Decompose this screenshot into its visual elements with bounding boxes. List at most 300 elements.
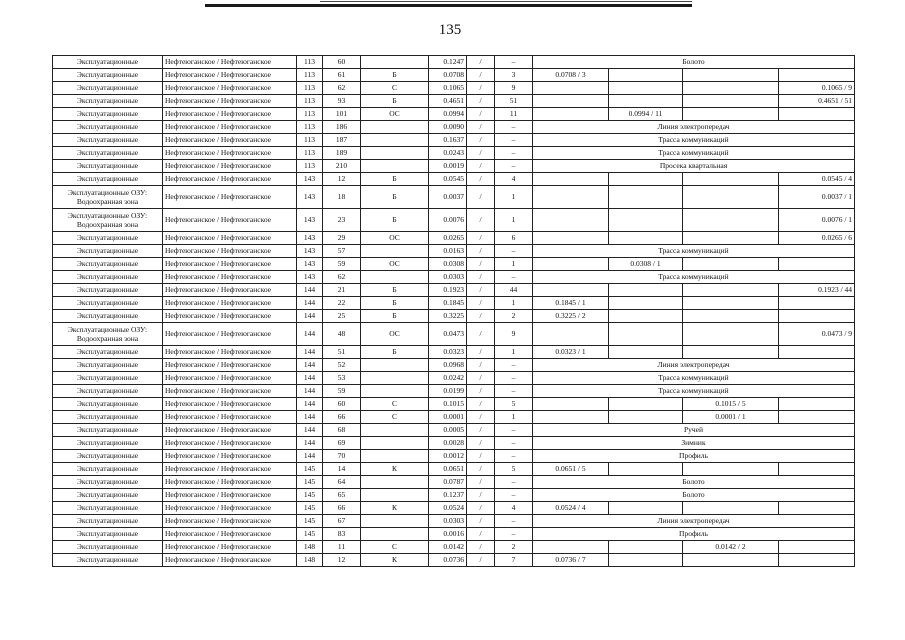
allotment-cell: 62 [323, 82, 361, 95]
table-row [53, 398, 855, 411]
distribution-cell-2 [609, 69, 683, 82]
count-cell: – [495, 437, 533, 450]
area-cell: 0.0708 [429, 69, 467, 82]
class-cell: К [361, 463, 429, 476]
distribution-cell-2 [609, 284, 683, 297]
slash-cell: / [467, 271, 495, 284]
distribution-cell-2 [609, 82, 683, 95]
table-row [53, 359, 855, 372]
area-cell: 0.0303 [429, 271, 467, 284]
land-type-cell: Зимник [533, 437, 855, 450]
distribution-cell-3 [683, 209, 779, 232]
category-cell: Эксплуатационные [53, 258, 163, 271]
distribution-cell-4 [779, 398, 855, 411]
class-cell [361, 147, 429, 160]
count-cell: 2 [495, 310, 533, 323]
quarter-cell: 145 [297, 463, 323, 476]
count-cell: – [495, 385, 533, 398]
slash-cell: / [467, 359, 495, 372]
category-cell: Эксплуатационные [53, 554, 163, 567]
distribution-cell-3 [683, 258, 779, 271]
top-rule-thin [320, 1, 692, 2]
forestry-cell: Нефтеюганское / Нефтеюганское [163, 56, 297, 69]
forestry-cell: Нефтеюганское / Нефтеюганское [163, 489, 297, 502]
distribution-cell-2 [609, 310, 683, 323]
forestry-cell: Нефтеюганское / Нефтеюганское [163, 245, 297, 258]
class-cell [361, 528, 429, 541]
slash-cell: / [467, 134, 495, 147]
land-type-cell: Линия электропередач [533, 515, 855, 528]
category-cell: Эксплуатационные [53, 385, 163, 398]
category-cell: Эксплуатационные [53, 489, 163, 502]
forestry-cell: Нефтеюганское / Нефтеюганское [163, 502, 297, 515]
slash-cell: / [467, 437, 495, 450]
slash-cell: / [467, 56, 495, 69]
distribution-cell-3 [683, 186, 779, 209]
distribution-cell-4 [779, 69, 855, 82]
distribution-cell-1: 0.0323 / 1 [533, 346, 609, 359]
table-row [53, 209, 855, 232]
slash-cell: / [467, 160, 495, 173]
forestry-cell: Нефтеюганское / Нефтеюганское [163, 69, 297, 82]
land-type-cell: Профиль [533, 450, 855, 463]
category-cell: Эксплуатационные [53, 411, 163, 424]
class-cell: Б [361, 69, 429, 82]
distribution-cell-1: 0.0651 / 5 [533, 463, 609, 476]
quarter-cell: 144 [297, 398, 323, 411]
allotment-cell: 69 [323, 437, 361, 450]
distribution-cell-2 [609, 232, 683, 245]
forestry-cell: Нефтеюганское / Нефтеюганское [163, 411, 297, 424]
count-cell: – [495, 134, 533, 147]
distribution-cell-3 [683, 346, 779, 359]
category-cell: Эксплуатационные ОЗУ: Водоохранная зона [53, 209, 163, 232]
area-cell: 0.0545 [429, 173, 467, 186]
count-cell: – [495, 424, 533, 437]
quarter-cell: 143 [297, 258, 323, 271]
forestry-cell: Нефтеюганское / Нефтеюганское [163, 463, 297, 476]
class-cell: Б [361, 346, 429, 359]
area-cell: 0.1237 [429, 489, 467, 502]
count-cell: 7 [495, 554, 533, 567]
forestry-cell: Нефтеюганское / Нефтеюганское [163, 310, 297, 323]
slash-cell: / [467, 424, 495, 437]
area-cell: 0.0090 [429, 121, 467, 134]
distribution-cell-1 [533, 323, 609, 346]
slash-cell: / [467, 489, 495, 502]
slash-cell: / [467, 398, 495, 411]
table-row [53, 489, 855, 502]
forestry-cell: Нефтеюганское / Нефтеюганское [163, 323, 297, 346]
table-row [53, 147, 855, 160]
count-cell: – [495, 372, 533, 385]
distribution-cell-1 [533, 186, 609, 209]
slash-cell: / [467, 245, 495, 258]
distribution-cell-3 [683, 323, 779, 346]
allotment-cell: 62 [323, 271, 361, 284]
quarter-cell: 113 [297, 56, 323, 69]
category-cell: Эксплуатационные [53, 372, 163, 385]
class-cell [361, 450, 429, 463]
distribution-cell-1 [533, 95, 609, 108]
quarter-cell: 144 [297, 284, 323, 297]
allotment-cell: 187 [323, 134, 361, 147]
table-row [53, 95, 855, 108]
quarter-cell: 113 [297, 95, 323, 108]
slash-cell: / [467, 186, 495, 209]
area-cell: 0.1845 [429, 297, 467, 310]
forestry-cell: Нефтеюганское / Нефтеюганское [163, 398, 297, 411]
allotment-cell: 64 [323, 476, 361, 489]
forestry-cell: Нефтеюганское / Нефтеюганское [163, 271, 297, 284]
class-cell [361, 437, 429, 450]
category-cell: Эксплуатационные [53, 121, 163, 134]
allotment-cell: 68 [323, 424, 361, 437]
category-cell: Эксплуатационные [53, 463, 163, 476]
distribution-cell-1: 0.3225 / 2 [533, 310, 609, 323]
category-cell: Эксплуатационные [53, 476, 163, 489]
quarter-cell: 144 [297, 346, 323, 359]
area-cell: 0.0265 [429, 232, 467, 245]
count-cell: – [495, 359, 533, 372]
count-cell: 1 [495, 346, 533, 359]
count-cell: 9 [495, 323, 533, 346]
distribution-cell-3: 0.0001 / 1 [683, 411, 779, 424]
class-cell: С [361, 411, 429, 424]
distribution-cell-4: 0.0473 / 9 [779, 323, 855, 346]
quarter-cell: 143 [297, 232, 323, 245]
area-cell: 0.0651 [429, 463, 467, 476]
page-number: 135 [438, 22, 462, 38]
class-cell [361, 245, 429, 258]
quarter-cell: 143 [297, 173, 323, 186]
table-row [53, 245, 855, 258]
category-cell: Эксплуатационные [53, 134, 163, 147]
category-cell: Эксплуатационные [53, 56, 163, 69]
count-cell: 51 [495, 95, 533, 108]
distribution-cell-3 [683, 297, 779, 310]
class-cell: Б [361, 173, 429, 186]
allotment-cell: 65 [323, 489, 361, 502]
allotment-cell: 59 [323, 258, 361, 271]
table-body [53, 56, 855, 567]
distribution-cell-3 [683, 502, 779, 515]
class-cell [361, 424, 429, 437]
count-cell: 9 [495, 82, 533, 95]
count-cell: – [495, 147, 533, 160]
count-cell: 1 [495, 186, 533, 209]
distribution-cell-3 [683, 232, 779, 245]
slash-cell: / [467, 554, 495, 567]
table-row [53, 528, 855, 541]
allotment-cell: 18 [323, 186, 361, 209]
distribution-cell-3 [683, 95, 779, 108]
slash-cell: / [467, 173, 495, 186]
distribution-cell-4 [779, 554, 855, 567]
area-cell: 0.0142 [429, 541, 467, 554]
slash-cell: / [467, 121, 495, 134]
table-row [53, 284, 855, 297]
category-cell: Эксплуатационные [53, 147, 163, 160]
table-row [53, 346, 855, 359]
allotment-cell: 59 [323, 385, 361, 398]
count-cell: – [495, 528, 533, 541]
distribution-cell-4 [779, 258, 855, 271]
table-row [53, 554, 855, 567]
distribution-cell-1: 0.0708 / 3 [533, 69, 609, 82]
distribution-cell-1: 0.0524 / 4 [533, 502, 609, 515]
forestry-cell: Нефтеюганское / Нефтеюганское [163, 515, 297, 528]
area-cell: 0.0787 [429, 476, 467, 489]
table-row [53, 186, 855, 209]
forestry-cell: Нефтеюганское / Нефтеюганское [163, 284, 297, 297]
table-row [53, 121, 855, 134]
slash-cell: / [467, 346, 495, 359]
class-cell [361, 121, 429, 134]
slash-cell: / [467, 297, 495, 310]
area-cell: 0.0736 [429, 554, 467, 567]
area-cell: 0.0005 [429, 424, 467, 437]
area-cell: 0.0308 [429, 258, 467, 271]
land-type-cell: Болото [533, 489, 855, 502]
forestry-cell: Нефтеюганское / Нефтеюганское [163, 232, 297, 245]
forestry-cell: Нефтеюганское / Нефтеюганское [163, 297, 297, 310]
count-cell: – [495, 489, 533, 502]
class-cell: ОС [361, 232, 429, 245]
category-cell: Эксплуатационные [53, 82, 163, 95]
category-cell: Эксплуатационные [53, 95, 163, 108]
quarter-cell: 144 [297, 310, 323, 323]
area-cell: 0.0994 [429, 108, 467, 121]
quarter-cell: 143 [297, 245, 323, 258]
count-cell: 6 [495, 232, 533, 245]
class-cell: К [361, 554, 429, 567]
distribution-cell-1 [533, 398, 609, 411]
land-type-cell: Трасса коммуникаций [533, 134, 855, 147]
table-row [53, 437, 855, 450]
table-row [53, 310, 855, 323]
category-cell: Эксплуатационные [53, 528, 163, 541]
allotment-cell: 70 [323, 450, 361, 463]
area-cell: 0.0076 [429, 209, 467, 232]
count-cell: 4 [495, 502, 533, 515]
slash-cell: / [467, 284, 495, 297]
distribution-cell-3 [683, 463, 779, 476]
category-cell: Эксплуатационные [53, 173, 163, 186]
allotment-cell: 12 [323, 554, 361, 567]
forestry-cell: Нефтеюганское / Нефтеюганское [163, 134, 297, 147]
distribution-cell-2: 0.0994 / 11 [609, 108, 683, 121]
class-cell: Б [361, 284, 429, 297]
quarter-cell: 144 [297, 372, 323, 385]
count-cell: – [495, 515, 533, 528]
quarter-cell: 144 [297, 450, 323, 463]
count-cell: 1 [495, 258, 533, 271]
distribution-cell-1 [533, 541, 609, 554]
distribution-cell-3 [683, 108, 779, 121]
land-type-cell: Болото [533, 476, 855, 489]
class-cell: Б [361, 209, 429, 232]
forestry-cell: Нефтеюганское / Нефтеюганское [163, 121, 297, 134]
distribution-cell-3 [683, 554, 779, 567]
category-cell: Эксплуатационные [53, 271, 163, 284]
distribution-cell-2 [609, 541, 683, 554]
count-cell: 5 [495, 463, 533, 476]
area-cell: 0.0163 [429, 245, 467, 258]
distribution-cell-3: 0.1015 / 5 [683, 398, 779, 411]
class-cell: ОС [361, 323, 429, 346]
area-cell: 0.0016 [429, 528, 467, 541]
quarter-cell: 148 [297, 541, 323, 554]
distribution-cell-3 [683, 173, 779, 186]
category-cell: Эксплуатационные [53, 284, 163, 297]
distribution-cell-4 [779, 502, 855, 515]
distribution-cell-1 [533, 411, 609, 424]
table-row [53, 463, 855, 476]
table-row [53, 297, 855, 310]
distribution-cell-4 [779, 108, 855, 121]
distribution-cell-2 [609, 411, 683, 424]
count-cell: 1 [495, 209, 533, 232]
forestry-cell: Нефтеюганское / Нефтеюганское [163, 385, 297, 398]
count-cell: – [495, 121, 533, 134]
area-cell: 0.0037 [429, 186, 467, 209]
forestry-cell: Нефтеюганское / Нефтеюганское [163, 209, 297, 232]
allotment-cell: 29 [323, 232, 361, 245]
allotment-cell: 11 [323, 541, 361, 554]
distribution-cell-4 [779, 346, 855, 359]
quarter-cell: 113 [297, 108, 323, 121]
land-type-cell: Трасса коммуникаций [533, 372, 855, 385]
table-row [53, 134, 855, 147]
land-type-cell: Линия электропередач [533, 359, 855, 372]
forestry-cell: Нефтеюганское / Нефтеюганское [163, 359, 297, 372]
class-cell: С [361, 82, 429, 95]
quarter-cell: 144 [297, 297, 323, 310]
allotment-cell: 23 [323, 209, 361, 232]
distribution-cell-4: 0.0076 / 1 [779, 209, 855, 232]
class-cell [361, 56, 429, 69]
forestry-cell: Нефтеюганское / Нефтеюганское [163, 541, 297, 554]
top-rule [205, 4, 692, 7]
allotment-cell: 101 [323, 108, 361, 121]
land-type-cell: Ручей [533, 424, 855, 437]
distribution-cell-4 [779, 463, 855, 476]
table-row [53, 82, 855, 95]
allotment-cell: 14 [323, 463, 361, 476]
quarter-cell: 144 [297, 359, 323, 372]
area-cell: 0.0243 [429, 147, 467, 160]
area-cell: 0.0199 [429, 385, 467, 398]
category-cell: Эксплуатационные [53, 502, 163, 515]
distribution-cell-4: 0.0037 / 1 [779, 186, 855, 209]
table-row [53, 258, 855, 271]
distribution-cell-2 [609, 346, 683, 359]
forestry-cell: Нефтеюганское / Нефтеюганское [163, 437, 297, 450]
distribution-cell-1: 0.1845 / 1 [533, 297, 609, 310]
land-type-cell: Болото [533, 56, 855, 69]
area-cell: 0.1015 [429, 398, 467, 411]
allotment-cell: 53 [323, 372, 361, 385]
table-row [53, 411, 855, 424]
slash-cell: / [467, 502, 495, 515]
area-cell: 0.4651 [429, 95, 467, 108]
area-cell: 0.0524 [429, 502, 467, 515]
quarter-cell: 144 [297, 323, 323, 346]
distribution-cell-3: 0.0142 / 2 [683, 541, 779, 554]
allotment-cell: 25 [323, 310, 361, 323]
land-type-cell: Трасса коммуникаций [533, 245, 855, 258]
forestry-cell: Нефтеюганское / Нефтеюганское [163, 554, 297, 567]
area-cell: 0.0303 [429, 515, 467, 528]
class-cell: Б [361, 186, 429, 209]
table-row [53, 424, 855, 437]
area-cell: 0.0019 [429, 160, 467, 173]
area-cell: 0.1637 [429, 134, 467, 147]
area-cell: 0.0028 [429, 437, 467, 450]
distribution-cell-1: 0.0736 / 7 [533, 554, 609, 567]
table-row [53, 271, 855, 284]
distribution-cell-3 [683, 310, 779, 323]
land-type-cell: Трасса коммуникаций [533, 147, 855, 160]
land-type-cell: Трасса коммуникаций [533, 385, 855, 398]
distribution-cell-3 [683, 82, 779, 95]
category-cell: Эксплуатационные [53, 245, 163, 258]
forestry-cell: Нефтеюганское / Нефтеюганское [163, 173, 297, 186]
quarter-cell: 113 [297, 147, 323, 160]
allotment-cell: 186 [323, 121, 361, 134]
allotment-cell: 210 [323, 160, 361, 173]
quarter-cell: 113 [297, 82, 323, 95]
category-cell: Эксплуатационные [53, 69, 163, 82]
slash-cell: / [467, 82, 495, 95]
category-cell: Эксплуатационные [53, 232, 163, 245]
quarter-cell: 143 [297, 186, 323, 209]
slash-cell: / [467, 258, 495, 271]
class-cell [361, 134, 429, 147]
count-cell: – [495, 245, 533, 258]
count-cell: 5 [495, 398, 533, 411]
quarter-cell: 145 [297, 489, 323, 502]
area-cell: 0.1923 [429, 284, 467, 297]
forestry-cell: Нефтеюганское / Нефтеюганское [163, 95, 297, 108]
forestry-cell: Нефтеюганское / Нефтеюганское [163, 528, 297, 541]
area-cell: 0.0323 [429, 346, 467, 359]
area-cell: 0.3225 [429, 310, 467, 323]
count-cell: – [495, 160, 533, 173]
category-cell: Эксплуатационные [53, 160, 163, 173]
area-cell: 0.1065 [429, 82, 467, 95]
distribution-cell-4 [779, 411, 855, 424]
distribution-cell-1 [533, 284, 609, 297]
slash-cell: / [467, 515, 495, 528]
category-cell: Эксплуатационные [53, 450, 163, 463]
class-cell: С [361, 398, 429, 411]
allotment-cell: 83 [323, 528, 361, 541]
distribution-cell-4 [779, 297, 855, 310]
allotment-cell: 60 [323, 398, 361, 411]
allotment-cell: 22 [323, 297, 361, 310]
land-type-cell: Трасса коммуникаций [533, 271, 855, 284]
table-row [53, 56, 855, 69]
quarter-cell: 144 [297, 437, 323, 450]
distribution-cell-4 [779, 310, 855, 323]
allotment-cell: 61 [323, 69, 361, 82]
category-cell: Эксплуатационные [53, 515, 163, 528]
quarter-cell: 144 [297, 424, 323, 437]
allotment-cell: 189 [323, 147, 361, 160]
table-row [53, 515, 855, 528]
